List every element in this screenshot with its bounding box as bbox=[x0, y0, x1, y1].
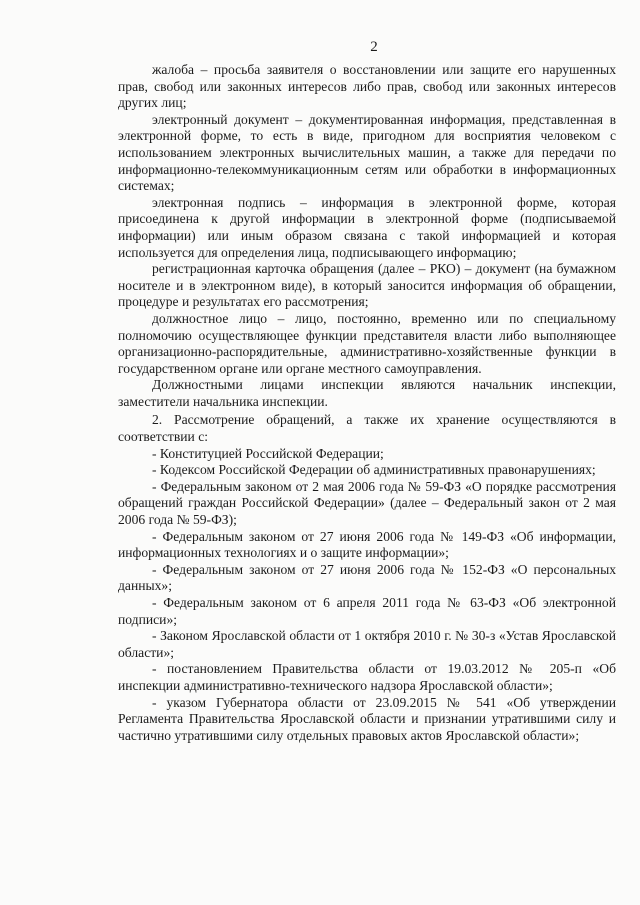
paragraph-electronic-signature-definition: электронная подпись – информация в электронной форме, которая присоединена к другой информации в электронной форме (подписываемой информации) или иным образом связана с такой информацией и которая используется для определения лица, подписывающего информацию; bbox=[118, 194, 616, 260]
document-body bbox=[118, 62, 616, 744]
paragraph-electronic-document-definition: электронный документ – документированная информация, представленная в электронной форме, то есть в виде, пригодном для восприятия человеком с использованием электронных вычислительных машин, а также для передачи по информационно-телекоммуникационным сетям или обработки в информационных системах; bbox=[118, 111, 616, 194]
list-item-governor-decree-541: - указом Губернатора области от 23.09.2015 № 541 «Об утверждении Регламента Правительства Ярославской области и признании утратившими силу и частично утратившими силу отдельных правовых актов Ярославской области»; bbox=[118, 694, 616, 743]
list-item-law-152fz: - Федеральным законом от 27 июня 2006 года № 152-ФЗ «О персональных данных»; bbox=[118, 561, 616, 594]
paragraph-rko-definition: регистрационная карточка обращения (далее – РКО) – документ (на бумажном носителе и в электронном виде), в который заносится информация об обращении, процедуре и результатах его рассмотрения; bbox=[118, 261, 616, 310]
paragraph-inspection-officials: Должностными лицами инспекции являются начальник инспекции, заместители начальника инспекции. bbox=[118, 377, 616, 409]
list-item-law-63fz: - Федеральным законом от 6 апреля 2011 года № 63-ФЗ «Об электронной подписи»; bbox=[118, 595, 616, 627]
paragraph-official-definition: должностное лицо – лицо, постоянно, временно или по специальному полномочию осуществляющее функции представителя власти либо выполняющее организационно-распорядительные, административно-хозяйственные функции в государственном органе или органе местного самоуправления. bbox=[118, 310, 616, 376]
paragraph-complaint-definition: жалоба – просьба заявителя о восстановлении или защите его нарушенных прав, свобод или законных интересов либо прав, свобод или законных интересов других лиц; bbox=[118, 62, 616, 111]
list-item-yaroslavl-charter: - Законом Ярославской области от 1 октября 2010 г. № 30-з «Устав Ярославской области»; bbox=[118, 628, 616, 660]
list-item-law-59fz: - Федеральным законом от 2 мая 2006 года № 59-ФЗ «О порядке рассмотрения обращений граждан Российской Федерации» (далее – Федеральный закон от 2 мая 2006 года № 59-ФЗ); bbox=[118, 478, 616, 528]
list-item-law-149fz: - Федеральным законом от 27 июня 2006 года № 149-ФЗ «Об информации, информационных технологиях и о защите информации»; bbox=[118, 528, 616, 561]
list-item-administrative-code: - Кодексом Российской Федерации об административных правонарушениях; bbox=[152, 462, 596, 478]
list-item-government-resolution-205p: - постановлением Правительства области от 19.03.2012 № 205-п «Об инспекции административно-технического надзора Ярославской области»; bbox=[118, 661, 616, 693]
page-number: 2 bbox=[370, 39, 378, 55]
paragraph-legal-basis-intro: 2. Рассмотрение обращений, а также их хранение осуществляются в соответствии с: bbox=[118, 412, 616, 445]
list-item-constitution: - Конституцией Российской Федерации; bbox=[152, 445, 384, 461]
